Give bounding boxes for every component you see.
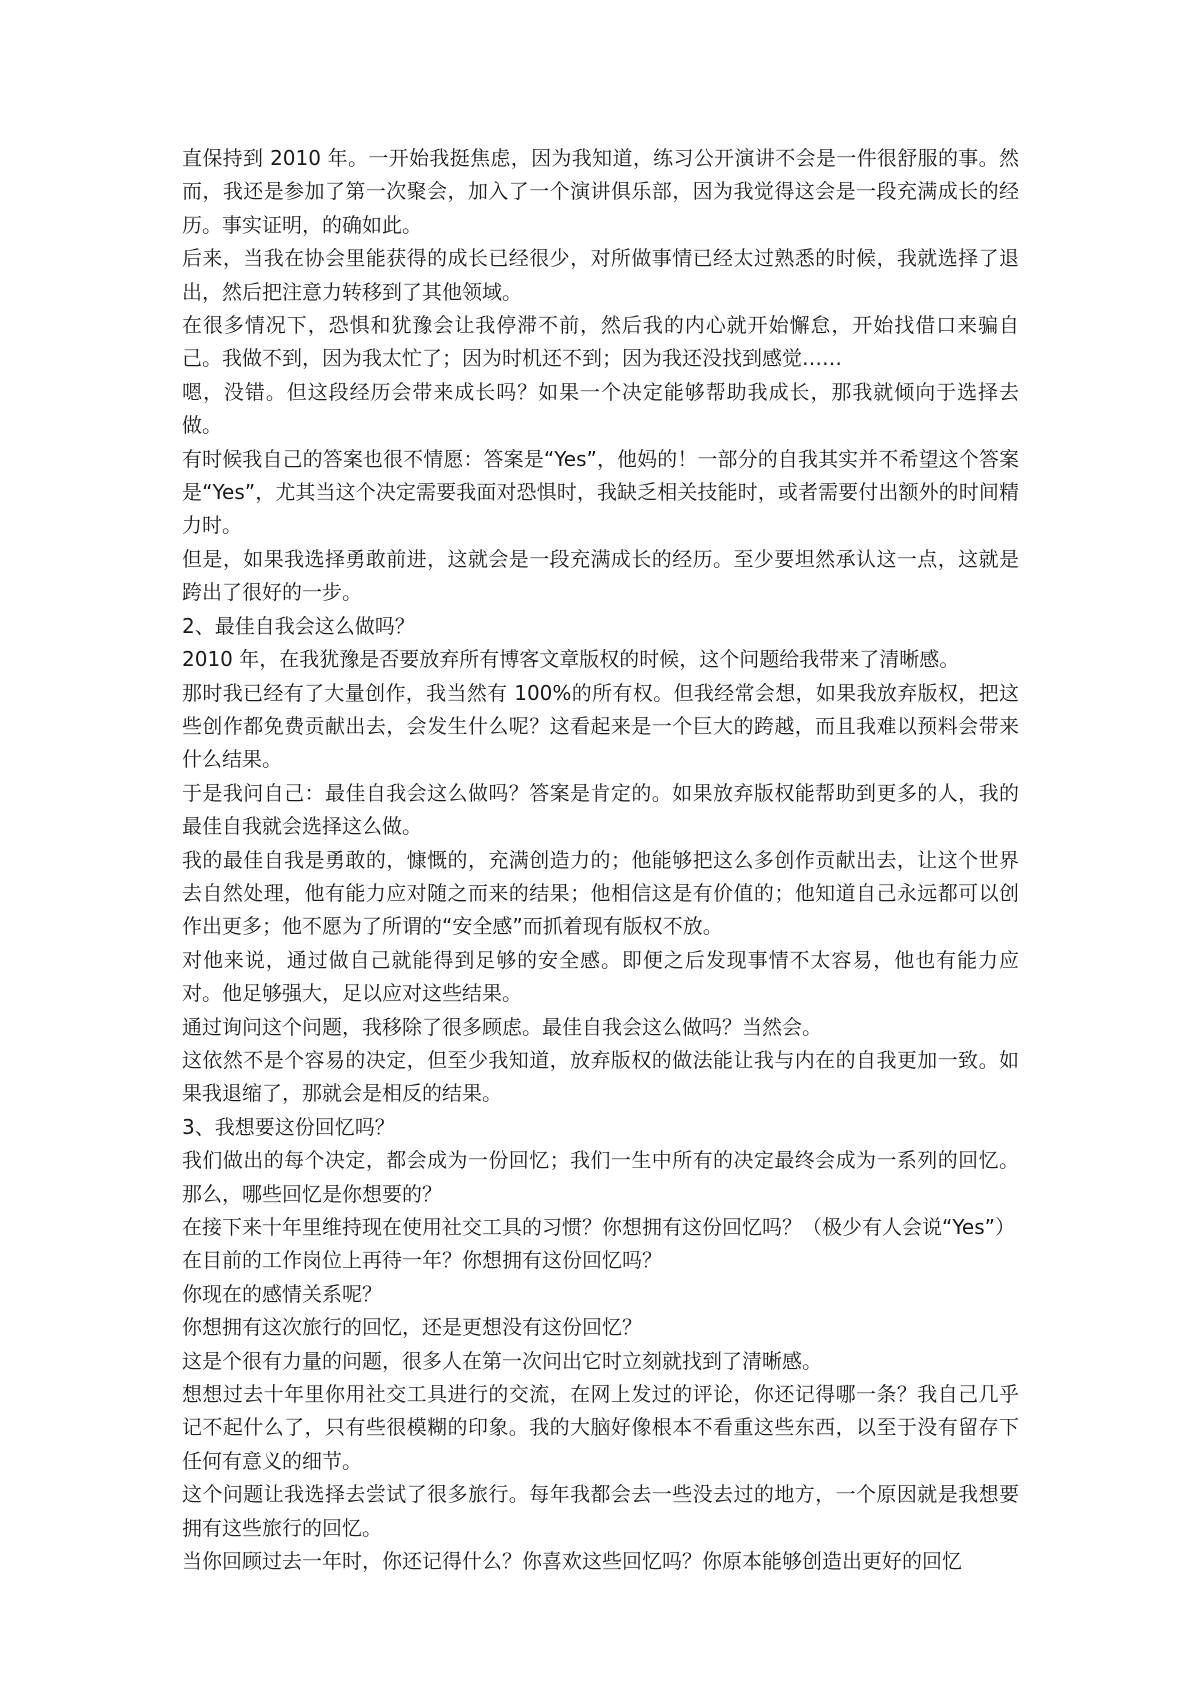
paragraph: 后来，当我在协会里能获得的成长已经很少，对所做事情已经太过熟悉的时候，我就选择了退出，然后把注意力转移到了其他领域。 — [182, 246, 1019, 304]
paragraph: 通过询问这个问题，我移除了很多顾虑。最佳自我会这么做吗？当然会。 — [182, 1014, 822, 1039]
paragraph: 你现在的感情关系呢？ — [182, 1281, 382, 1306]
paragraph: 对他来说，通过做自己就能得到足够的安全感。即便之后发现事情不太容易，他也有能力应对。他足够强大，足以应对这些结果。 — [182, 947, 1019, 1006]
paragraph: 嗯，没错。但这段经历会带来成长吗？如果一个决定能够帮助我成长，那我就倾向于选择去做。 — [182, 379, 1019, 438]
section-heading: 2、最佳自我会这么做吗？ — [182, 613, 415, 638]
paragraph: 有时候我自己的答案也很不情愿：答案是“Yes”，他妈的！一部分的自我其实并不希望这个答案是“Yes”，尤其当这个决定需要我面对恐惧时，我缺乏相关技能时，或者需要付出额外的时间精力时。 — [182, 446, 1019, 538]
paragraph: 我们做出的每个决定，都会成为一份回忆；我们一生中所有的决定最终会成为一系列的回忆。那么，哪些回忆是你想要的？ — [182, 1148, 1019, 1206]
paragraph: 这依然不是个容易的决定，但至少我知道，放弃版权的做法能让我与内在的自我更加一致。如果我退缩了，那就会是相反的结果。 — [182, 1047, 1019, 1106]
paragraph: 当你回顾过去一年时，你还记得什么？你喜欢这些回忆吗？你原本能够创造出更好的回忆 — [182, 1549, 962, 1574]
paragraph: 这是个很有力量的问题，很多人在第一次问出它时立刻就找到了清晰感。 — [182, 1348, 822, 1373]
paragraph: 2010 年，在我犹豫是否要放弃所有博客文章版权的时候，这个问题给我带来了清晰感。 — [182, 647, 960, 672]
section-heading: 3、我想要这份回忆吗？ — [182, 1114, 395, 1139]
paragraph: 这个问题让我选择去尝试了很多旅行。每年我都会去一些没去过的地方，一个原因就是我想要拥有这些旅行的回忆。 — [182, 1482, 1019, 1540]
paragraph: 在很多情况下，恐惧和犹豫会让我停滞不前，然后我的内心就开始懈怠，开始找借口来骗自己。我做不到，因为我太忙了；因为时机还不到；因为我还没找到感觉…… — [182, 313, 1019, 371]
paragraph: 于是我问自己：最佳自我会这么做吗？答案是肯定的。如果放弃版权能帮助到更多的人，我的最佳自我就会选择这么做。 — [182, 780, 1019, 839]
paragraph: 你想拥有这次旅行的回忆，还是更想没有这份回忆？ — [182, 1315, 642, 1340]
paragraph: 但是，如果我选择勇敢前进，这就会是一段充满成长的经历。至少要坦然承认这一点，这就是跨出了很好的一步。 — [182, 546, 1019, 605]
paragraph: 那时我已经有了大量创作，我当然有 100%的所有权。但我经常会想，如果我放弃版权，把这些创作都免费贡献出去，会发生什么呢？这看起来是一个巨大的跨越，而且我难以预料会带来什么结果。 — [182, 680, 1019, 772]
document-page — [182, 142, 1019, 1578]
paragraph: 想想过去十年里你用社交工具进行的交流，在网上发过的评论，你还记得哪一条？我自己几乎记不起什么了，只有些很模糊的印象。我的大脑好像根本不看重这些东西，以至于没有留存下任何有意义的细节。 — [182, 1382, 1019, 1473]
paragraph: 在接下来十年里维持现在使用社交工具的习惯？你想拥有这份回忆吗？（极少有人会说“Yes”） — [182, 1215, 1016, 1239]
paragraph: 在目前的工作岗位上再待一年？你想拥有这份回忆吗？ — [182, 1248, 662, 1273]
paragraph: 我的最佳自我是勇敢的，慷慨的，充满创造力的；他能够把这么多创作贡献出去，让这个世界去自然处理，他有能力应对随之而来的结果；他相信这是有价值的；他知道自己永远都可以创作出更多；他不愿为了所谓的“安全感”而抓着现有版权不放。 — [182, 847, 1019, 939]
paragraph: 直保持到 2010 年。一开始我挺焦虑，因为我知道，练习公开演讲不会是一件很舒服的事。然而，我还是参加了第一次聚会，加入了一个演讲俱乐部，因为我觉得这会是一段充满成长的经历。事实证明，的确如此。 — [182, 146, 1019, 237]
